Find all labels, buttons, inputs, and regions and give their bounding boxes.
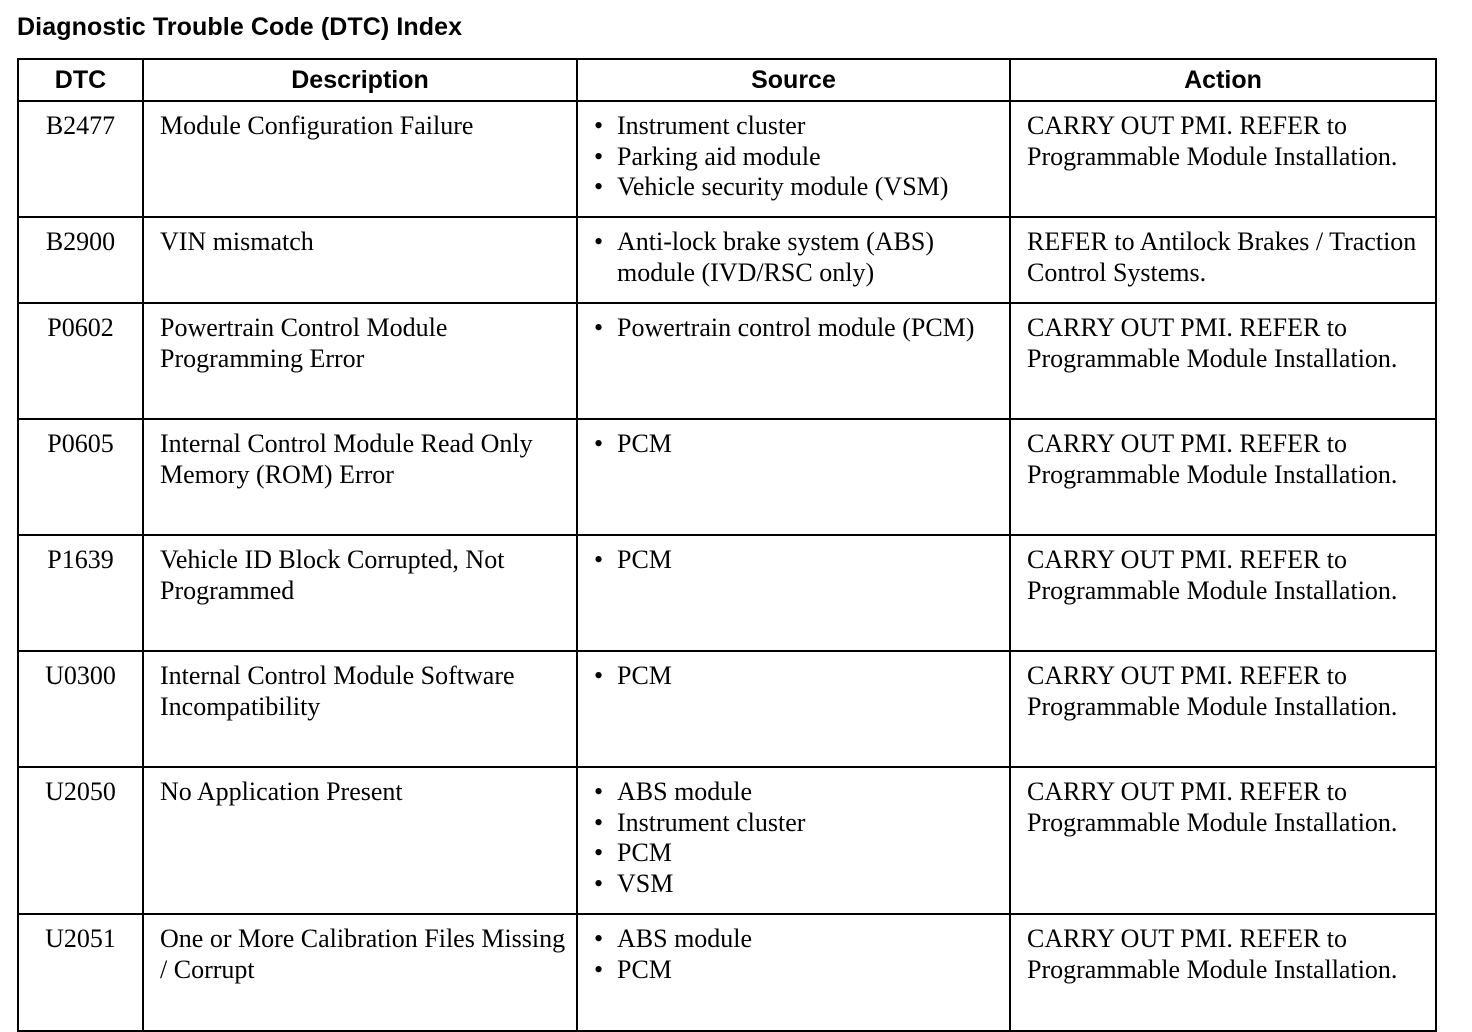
table-row <box>18 419 1436 535</box>
action-text: CARRY OUT PMI. REFER to Programmable Module Installation. <box>1027 545 1398 605</box>
dtc-source-cell <box>577 535 1010 651</box>
dtc-description: Module Configuration Failure <box>143 101 577 217</box>
action-text: CARRY OUT PMI. REFER to Programmable Module Installation. <box>1027 429 1398 489</box>
dtc-description: No Application Present <box>143 767 577 914</box>
action-text: CARRY OUT PMI. REFER to Programmable Module Installation. <box>1027 777 1398 837</box>
column-header-dtc: DTC <box>18 59 143 101</box>
dtc-action <box>1010 914 1436 1031</box>
action-text: REFER to Antilock Brakes / Traction Control Systems. <box>1027 227 1417 287</box>
table-header-row <box>18 59 1436 101</box>
table-row <box>18 303 1436 419</box>
source-item: • Instrument cluster <box>594 111 1003 142</box>
table-row <box>18 914 1436 1031</box>
dtc-action <box>1010 535 1436 651</box>
dtc-action <box>1010 419 1436 535</box>
column-header-action: Action <box>1010 59 1436 101</box>
source-list <box>594 429 1003 460</box>
dtc-source-cell <box>577 914 1010 1031</box>
table-row <box>18 101 1436 217</box>
dtc-source-cell <box>577 101 1010 217</box>
dtc-code: B2900 <box>18 217 143 303</box>
dtc-description: Powertrain Control Module Programming Error <box>143 303 577 419</box>
source-list <box>594 227 1003 288</box>
source-item: • PCM <box>594 661 1003 692</box>
source-item: • Vehicle security module (VSM) <box>594 172 1003 203</box>
dtc-index-table <box>17 58 1437 1032</box>
source-item: • PCM <box>594 545 1003 576</box>
dtc-code: B2477 <box>18 101 143 217</box>
dtc-code: U2050 <box>18 767 143 914</box>
dtc-source-cell <box>577 651 1010 767</box>
dtc-source-cell <box>577 217 1010 303</box>
table-row <box>18 535 1436 651</box>
table-row <box>18 767 1436 914</box>
source-item: • ABS module <box>594 924 1003 955</box>
source-item: • PCM <box>594 955 1003 986</box>
dtc-code: P0605 <box>18 419 143 535</box>
dtc-source-cell <box>577 419 1010 535</box>
source-list <box>594 661 1003 692</box>
source-list <box>594 545 1003 576</box>
dtc-code: U0300 <box>18 651 143 767</box>
dtc-description: VIN mismatch <box>143 217 577 303</box>
dtc-description: Internal Control Module Read Only Memory (ROM) Error <box>143 419 577 535</box>
dtc-action <box>1010 651 1436 767</box>
table-row <box>18 217 1436 303</box>
dtc-code: P1639 <box>18 535 143 651</box>
dtc-action <box>1010 217 1436 303</box>
source-item: • Powertrain control module (PCM) <box>594 313 1003 344</box>
action-text: CARRY OUT PMI. REFER to Programmable Module Installation. <box>1027 111 1398 171</box>
column-header-source: Source <box>577 59 1010 101</box>
source-list <box>594 313 1003 344</box>
source-item: • ABS module <box>594 777 1003 808</box>
source-item: • VSM <box>594 869 1003 900</box>
dtc-code: U2051 <box>18 914 143 1031</box>
source-list <box>594 777 1003 899</box>
column-header-description: Description <box>143 59 577 101</box>
table-row <box>18 651 1436 767</box>
source-item: • Parking aid module <box>594 142 1003 173</box>
dtc-action <box>1010 767 1436 914</box>
source-list <box>594 924 1003 985</box>
source-item: • PCM <box>594 429 1003 460</box>
action-text: CARRY OUT PMI. REFER to Programmable Module Installation. <box>1027 661 1398 721</box>
source-item: • Anti-lock brake system (ABS) module (IVD/RSC only) <box>594 227 1003 288</box>
dtc-description: Internal Control Module Software Incompatibility <box>143 651 577 767</box>
dtc-source-cell <box>577 767 1010 914</box>
source-item: • Instrument cluster <box>594 808 1003 839</box>
source-list <box>594 111 1003 203</box>
dtc-action <box>1010 101 1436 217</box>
dtc-source-cell <box>577 303 1010 419</box>
dtc-description: Vehicle ID Block Corrupted, Not Programmed <box>143 535 577 651</box>
action-text: CARRY OUT PMI. REFER to Programmable Module Installation. <box>1027 924 1398 984</box>
action-text: CARRY OUT PMI. REFER to Programmable Module Installation. <box>1027 313 1398 373</box>
dtc-description: One or More Calibration Files Missing / Corrupt <box>143 914 577 1031</box>
dtc-code: P0602 <box>18 303 143 419</box>
source-item: • PCM <box>594 838 1003 869</box>
page-title: Diagnostic Trouble Code (DTC) Index <box>17 13 463 41</box>
table-body <box>18 101 1436 1031</box>
dtc-action <box>1010 303 1436 419</box>
